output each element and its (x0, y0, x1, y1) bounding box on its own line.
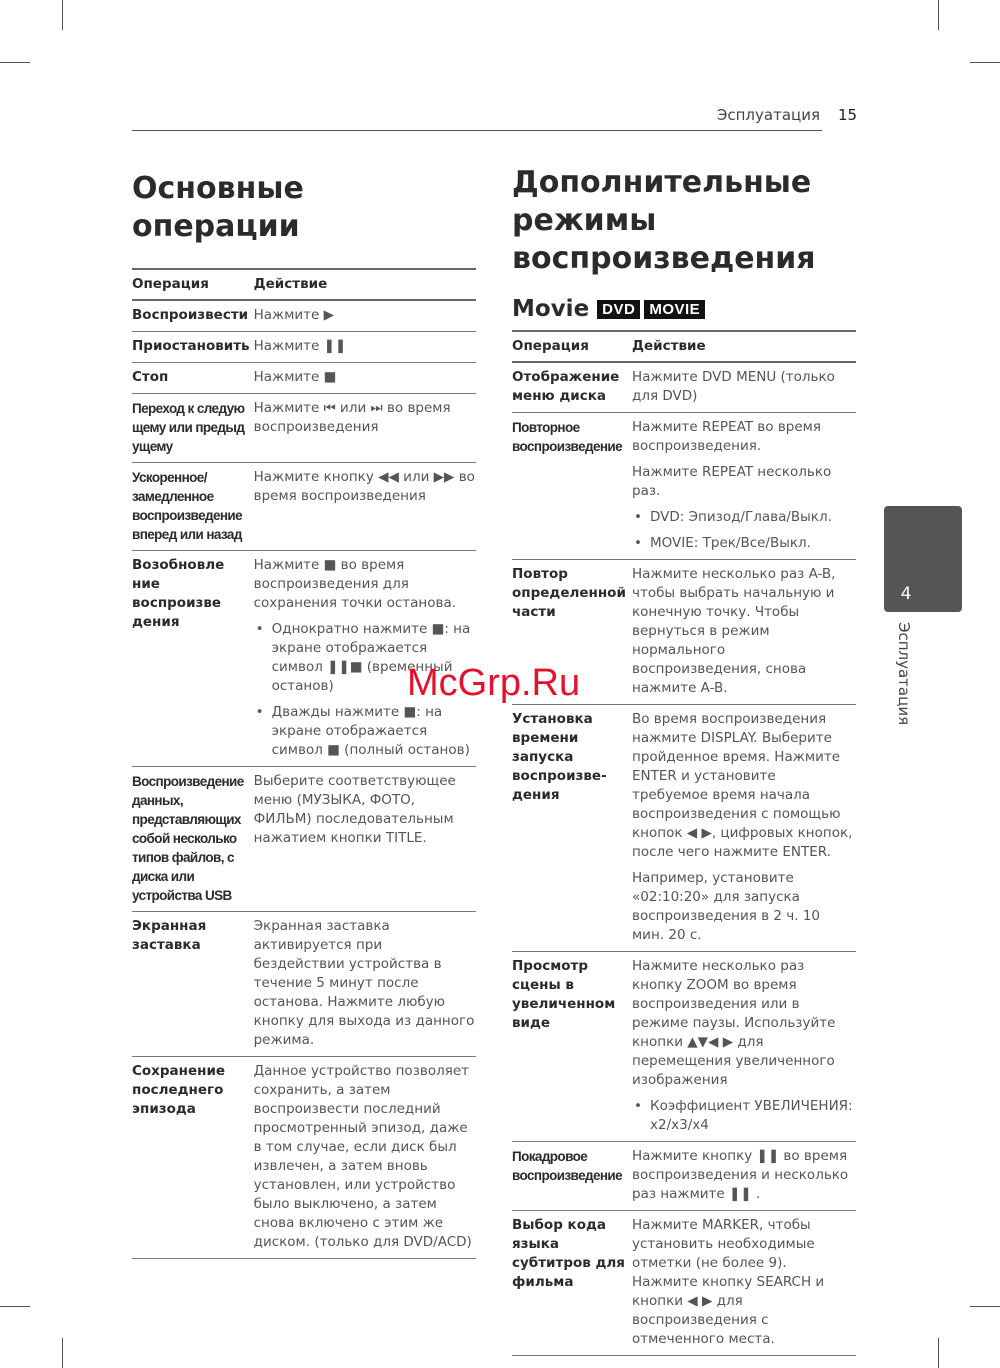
action-text: Например, установите «02:10:20» для запуска воспроизведения в 2 ч. 10 мин. 20 с. (632, 870, 821, 943)
operation-cell: Воспроизведение данных, представляющих собой несколько типов файлов, с диска или устройства USB (132, 767, 254, 912)
crop-mark (0, 1306, 30, 1307)
column-header-action: Действие (632, 331, 856, 362)
section-title: Основные операции (132, 171, 304, 244)
action-cell (632, 705, 856, 952)
running-head: Эсплуатация (716, 106, 820, 124)
bullet-item: • MOVIE: Трек/Все/Выкл. (632, 534, 856, 553)
table-row (132, 912, 476, 1057)
playback-modes-table (512, 330, 856, 1356)
crop-mark (0, 62, 30, 63)
action-cell (254, 463, 476, 551)
movie-label: Movie (512, 296, 590, 322)
operation-cell: Просмотр сцены в увеличенном виде (512, 952, 632, 1142)
operation-cell: Установка времени запуска воспроизве- дения (512, 705, 632, 952)
action-text: Экранная заставка активируется при бездействии устройства в течение 5 минут после останова. Нажмите любую кнопку для выхода из данного режима. (253, 918, 475, 1048)
column-header-operation: Операция (512, 331, 632, 362)
action-text: Нажмите несколько раз A-B, чтобы выбрать начальную и конечную точку. Чтобы вернуться в режим нормального воспроизведения, снова нажмите A-B. (632, 566, 836, 696)
action-text: Нажмите DVD MENU (только для DVD) (632, 369, 835, 404)
action-text: Нажмите ■ (253, 369, 337, 385)
movie-badge: MOVIE (644, 300, 705, 319)
table-row (132, 300, 476, 332)
table-row (512, 362, 856, 413)
operation-cell: Покадровое воспроизведение (512, 1142, 632, 1211)
table-row (132, 1057, 476, 1259)
crop-mark (62, 1338, 63, 1368)
operation-cell: Возобновле ние воспроизве дения (132, 551, 254, 767)
action-cell (254, 767, 476, 912)
table-header-row (512, 331, 856, 362)
header-divider (132, 130, 822, 131)
dvd-badge: DVD (597, 300, 640, 319)
operation-cell: Стоп (132, 363, 254, 394)
table-row (132, 767, 476, 912)
table-row (512, 1142, 856, 1211)
column-header-operation: Операция (132, 269, 254, 300)
action-cell (254, 912, 476, 1057)
column-header-action: Действие (254, 269, 476, 300)
action-text: Нажмите ⏮ или ⏭ во время воспроизведения (253, 400, 451, 435)
operation-cell: Экранная заставка (132, 912, 254, 1057)
table-row (512, 705, 856, 952)
action-text: Во время воспроизведения нажмите DISPLAY. Выберите пройденное время. Нажмите ENTER и установите требуемое время начала воспроизведения с помощью кнопок ◀ ▶, цифровых кнопок, после чего нажмите ENTER. (632, 711, 853, 860)
action-cell (632, 1142, 856, 1211)
table-row (132, 551, 476, 767)
table-row (512, 1211, 856, 1356)
action-cell (254, 551, 476, 767)
extra-modes-section (512, 164, 856, 1356)
table-header-row (132, 269, 476, 300)
operation-cell: Воспроизвести (132, 300, 254, 332)
table-row (512, 952, 856, 1142)
crop-mark (938, 1338, 939, 1368)
action-text: Нажмите кнопку ❚❚ во время воспроизведения и несколько раз нажмите ❚❚ . (632, 1148, 849, 1202)
section-title: Дополнительные режимы воспроизведения (512, 165, 816, 276)
action-text: Выберите соответствующее меню (МУЗЫКА, ФОТО, ФИЛЬМ) последовательным нажатием кнопки TITLE. (253, 773, 456, 846)
table-row (132, 463, 476, 551)
bullet-item: • DVD: Эпизод/Глава/Выкл. (632, 508, 856, 527)
operation-cell: Отображение меню диска (512, 362, 632, 413)
operations-table (132, 268, 476, 1259)
operation-cell: Выбор кода языка субтитров для фильма (512, 1211, 632, 1356)
action-cell (254, 363, 476, 394)
action-text: Нажмите кнопку ◀◀ или ▶▶ во время воспроизведения (253, 469, 475, 504)
action-cell (254, 1057, 476, 1259)
chapter-number: 4 (900, 584, 912, 604)
action-cell (632, 952, 856, 1142)
action-text: Нажмите несколько раз кнопку ZOOM во время воспроизведения или в режиме паузы. Используйте кнопки ▲▼◀ ▶ для перемещения увеличенного изображения (632, 958, 836, 1088)
action-cell (632, 362, 856, 413)
table-row (512, 413, 856, 560)
operation-cell: Переход к следую щему или предыд ущему (132, 394, 254, 463)
operation-cell: Повторное воспроизведение (512, 413, 632, 560)
action-text: Нажмите ▶ (253, 307, 334, 323)
action-text: Нажмите MARKER, чтобы установить необходимые отметки (не более 9). Нажмите кнопку SEARCH и кнопки ◀ ▶ для воспроизведения с отмеченного места. (632, 1217, 825, 1347)
crop-mark (938, 0, 939, 30)
bullet-item: • Однократно нажмите ■: на экране отображается символ ❚❚■ (временный останов) (254, 620, 476, 696)
action-text: Нажмите ❚❚ (253, 338, 347, 354)
movie-subheading (512, 296, 856, 322)
table-row (132, 332, 476, 363)
action-cell (254, 300, 476, 332)
watermark: McGrp.Ru (407, 662, 581, 704)
action-cell (632, 1211, 856, 1356)
operation-cell: Приостановить (132, 332, 254, 363)
chapter-label: Эсплуатация (895, 622, 913, 726)
table-row (132, 363, 476, 394)
operation-cell: Повтор определенной части (512, 560, 632, 705)
bullet-item: • Коэффициент УВЕЛИЧЕНИЯ: x2/x3/x4 (632, 1097, 856, 1135)
action-text: Нажмите ■ во время воспроизведения для сохранения точки останова. (253, 557, 457, 611)
crop-mark (970, 1306, 1000, 1307)
crop-mark (62, 0, 63, 30)
operation-cell: Ускоренное/ замедленное воспроизведение вперед или назад (132, 463, 254, 551)
page-number: 15 (838, 106, 858, 124)
basic-operations-section (132, 170, 476, 1259)
action-text: Данное устройство позволяет сохранить, а затем воспроизвести последний просмотренный эпизод, даже в том случае, если диск был извлечен, а затем вновь установлен, или устройство было выключено, а затем снова включено с этим же диском. (только для DVD/ACD) (253, 1063, 472, 1250)
action-text: Нажмите REPEAT во время воспроизведения. (632, 419, 821, 454)
crop-mark (970, 62, 1000, 63)
action-cell (632, 413, 856, 560)
action-cell (632, 560, 856, 705)
bullet-item: • Дважды нажмите ■: на экране отображается символ ■ (полный останов) (254, 703, 476, 760)
action-cell (254, 332, 476, 363)
table-row (132, 394, 476, 463)
operation-cell: Сохранение последнего эпизода (132, 1057, 254, 1259)
action-text: Нажмите REPEAT несколько раз. (632, 464, 832, 499)
action-cell (254, 394, 476, 463)
